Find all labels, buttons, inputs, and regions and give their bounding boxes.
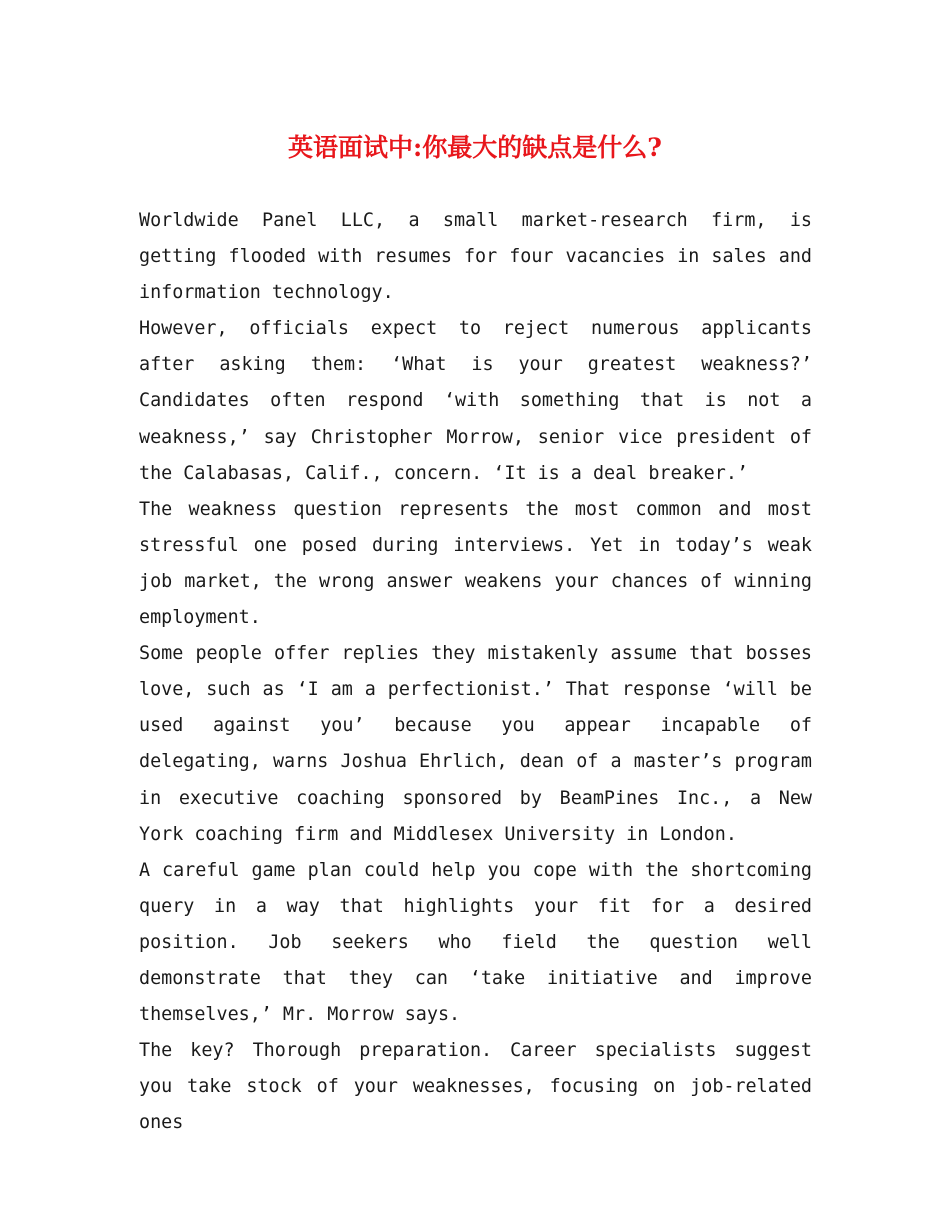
paragraph-2: However, officials expect to reject numerous applicants after asking them: ‘What is your greatest weakness?’ Candidates often respond ‘with something that is not a weakness,’ say Christopher Morrow, senior vice president of the Calabasas, Calif., concern. ‘It is a deal breaker.’ [139,318,812,484]
paragraph-1: Worldwide Panel LLC, a small market-research firm, is getting flooded with resumes for four vacancies in sales and information technology. [139,210,812,304]
paragraph-6: The key? Thorough preparation. Career specialists suggest you take stock of your weaknesses, focusing on job-related ones [139,1040,812,1134]
paragraph-5: A careful game plan could help you cope with the shortcoming query in a way that highlights your fit for a desired position. Job seekers who field the question well demonstrate that they can ‘take initiative and improve themselves,’ Mr. Morrow says. [139,859,812,1026]
document-title: 英语面试中:你最大的缺点是什么? [288,133,662,162]
paragraph-3: The weakness question represents the most common and most stressful one posed during interviews. Yet in today’s weak job market, the wrong answer weakens your chances of winning employment. [139,498,812,629]
document-body [139,203,812,1141]
paragraph-4: Some people offer replies they mistakenly assume that bosses love, such as ‘I am a perfectionist.’ That response ‘will be used against you’ because you appear incapable of delegating, warns Joshua Ehrlich, dean of a master’s program in executive coaching sponsored by BeamPines Inc., a New York coaching firm and Middlesex University in London. [139,643,812,845]
